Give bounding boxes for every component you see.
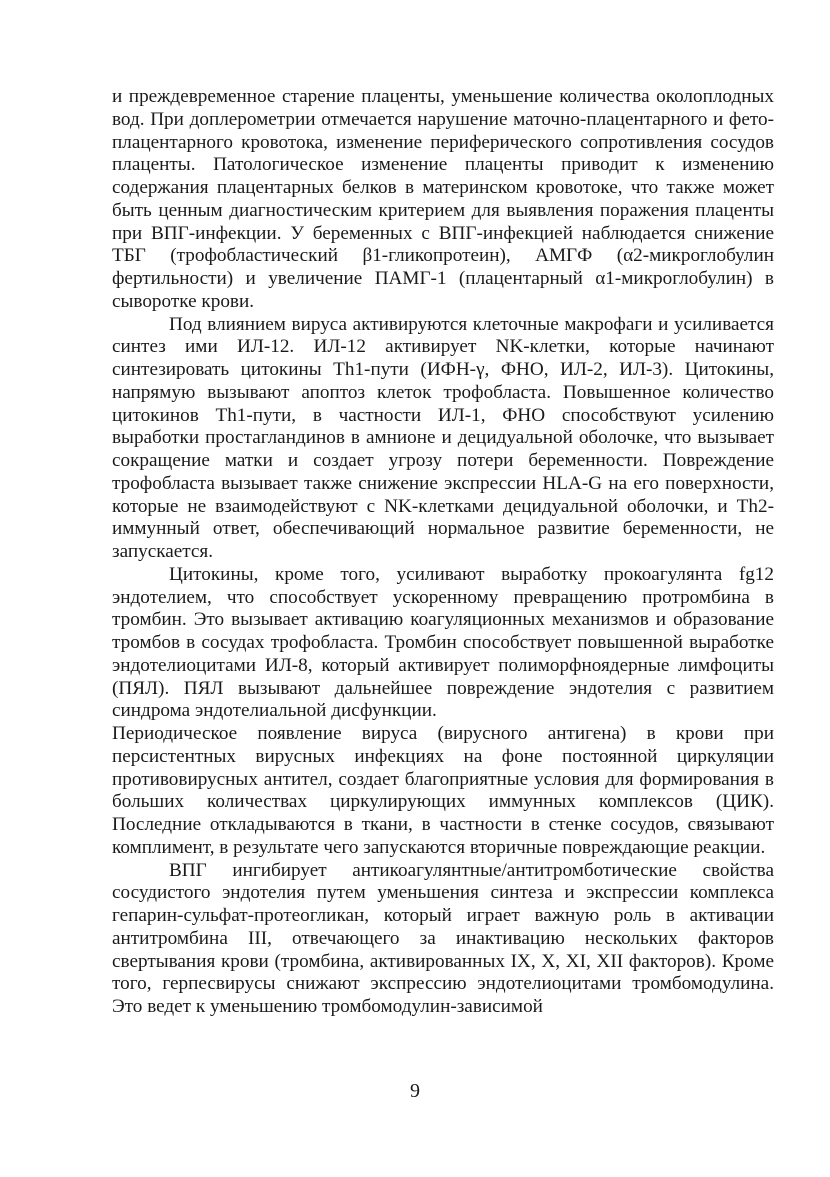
paragraph-immune-complexes: Периодическое появление вируса (вирусного антигена) в крови при персистентных вирусных инфекциях на фоне постоянной циркуляции противовирусных антител, создает благоприятные условия для формирования в больших количествах циркулирующих иммунных комплексов (ЦИК). Последние откладываются в ткани, в частности в стенке сосудов, связывают комплимент, в результате чего запускаются вторичные повреждающие реакции. <box>112 723 774 858</box>
paragraph-procoagulant: Цитокины, кроме того, усиливают выработку прокоагулянта fg12 эндотелием, что способствует ускоренному превращению протромбина в тромбин. Это вызывает активацию коагуляционных механизмов и образование тромбов в сосудах трофобласта. Тромбин способствует повышенной выработке эндотелиоцитами ИЛ-8, который активирует полиморфноядерные лимфоциты (ПЯЛ). ПЯЛ вызывают дальнейшее повреждение эндотелия с развитием синдрома эндотелиальной дисфункции. <box>112 563 774 722</box>
paragraph-anticoagulant: ВПГ ингибирует антикоагулянтные/антитромботические свойства сосудистого эндотелия путем уменьшения синтеза и экспрессии комплекса гепарин-сульфат-протеогликан, который играет важную роль в активации антитромбина III, отвечающего за инактивацию нескольких факторов свертывания крови (тромбина, активированных IX, X, XI, XII факторов). Кроме того, герпесвирусы снижают экспрессию эндотелиоцитами тромбомодулина. Это ведет к уменьшению тромбомодулин-зависимой <box>112 859 774 1017</box>
page-number: 9 <box>410 1080 420 1102</box>
paragraph-cytokines-th1: Под влиянием вируса активируются клеточные макрофаги и усиливается синтез ими ИЛ-12. ИЛ-12 активирует NK-клетки, которые начинают синтезировать цитокины Th1-пути (ИФН-γ, ФНО, ИЛ-2, ИЛ-3). Цитокины, напрямую вызывают апоптоз клеток трофобласта. Повышенное количество цитокинов Th1-пути, в частности ИЛ-1, ФНО способствуют усилению выработки простагландинов в амнионе и децидуальной оболочке, что вызывает сокращение матки и создает угрозу потери беременности. Повреждение трофобласта вызывает также снижение экспрессии HLA-G на его поверхности, которые не взаимодействуют с NK-клетками децидуальной оболочки, и Th2-иммунный ответ, обеспечивающий нормальное развитие беременности, не запускается. <box>112 313 774 562</box>
paragraph-placenta: и преждевременное старение плаценты, уменьшение количества околоплодных вод. При доплерометрии отмечается нарушение маточно-плацентарного и фето-плацентарного кровотока, изменение периферического сопротивления сосудов плаценты. Патологическое изменение плаценты приводит к изменению содержания плацентарных белков в материнском кровотоке, что также может быть ценным диагностическим критерием для выявления поражения плаценты при ВПГ-инфекции. У беременных с ВПГ-инфекцией наблюдается снижение ТБГ (трофобластический β1-гликопротеин), АМГФ (α2-микроглобулин фертильности) и увеличение ПАМГ-1 (плацентарный α1-микроглобулин) в сыворотке крови. <box>112 86 774 312</box>
page-body <box>112 86 774 1019</box>
